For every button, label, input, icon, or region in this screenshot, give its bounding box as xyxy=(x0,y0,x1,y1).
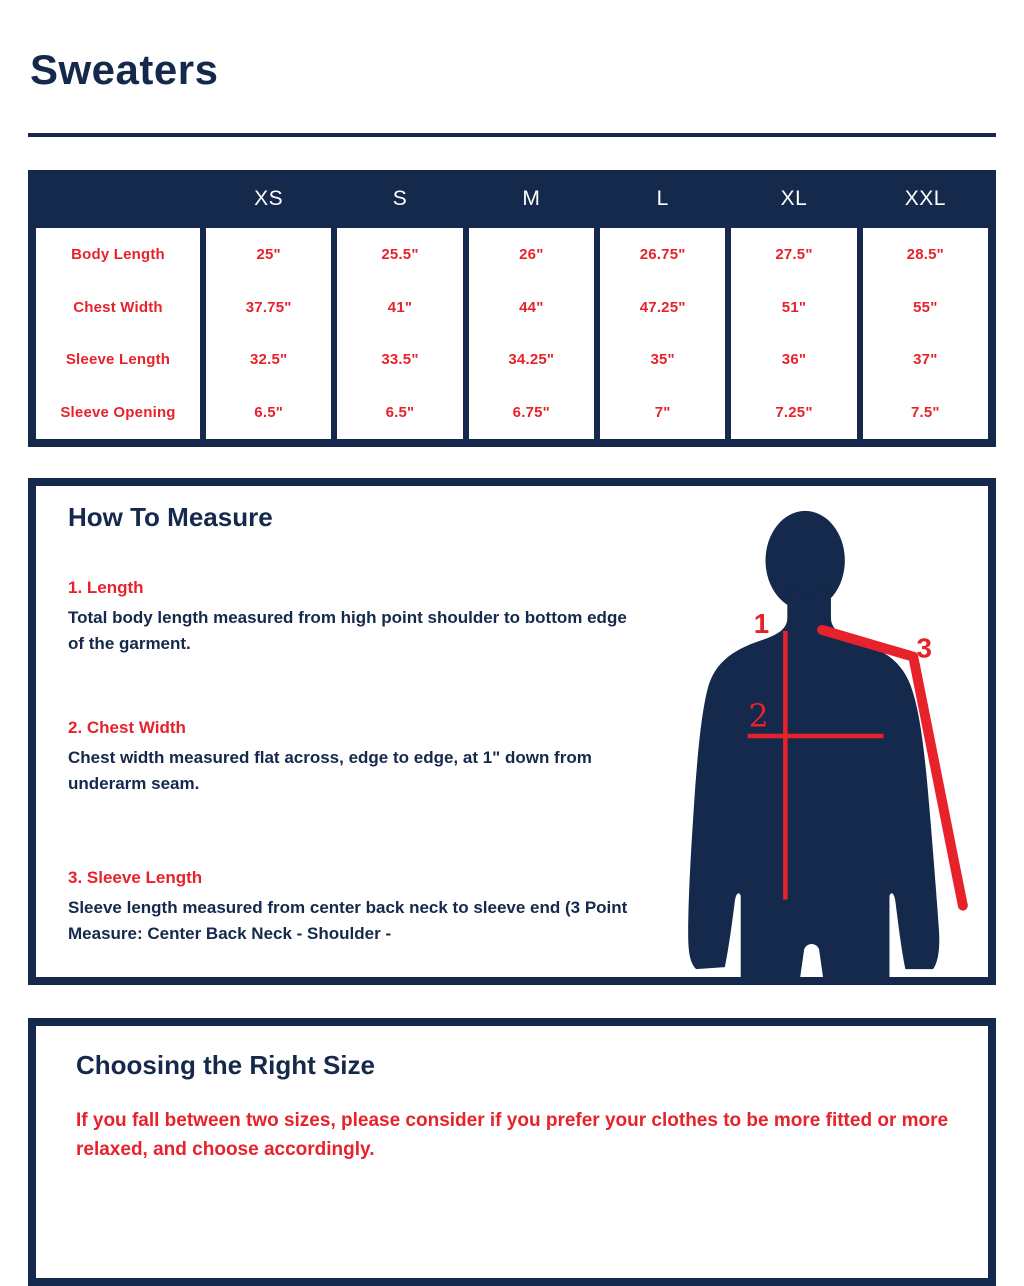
value-cell: 33.5" xyxy=(381,351,419,369)
value-cell: 6.5" xyxy=(254,404,284,422)
value-cell: 36" xyxy=(781,351,807,369)
column-header-l: L xyxy=(656,187,669,210)
column-header-xxl: XXL xyxy=(904,187,946,210)
size-column-xl xyxy=(731,228,856,439)
measure-item-sleeve-length xyxy=(68,868,643,946)
page-title: Sweaters xyxy=(30,46,219,93)
size-column-xxl xyxy=(863,228,988,439)
value-cell: 37" xyxy=(913,351,938,369)
size-chart-table xyxy=(28,170,996,447)
measure-item-text: Total body length measured from high point shoulder to bottom edge of the garment. xyxy=(68,608,627,653)
value-cell: 55" xyxy=(913,298,938,316)
value-cell: 7.25" xyxy=(775,404,813,422)
measure-item-length xyxy=(68,578,643,656)
value-cell: 6.75" xyxy=(512,404,550,422)
measure-item-chest-width xyxy=(68,718,643,796)
size-chart-body xyxy=(28,228,996,447)
row-labels-column xyxy=(36,228,200,439)
how-to-measure-section xyxy=(28,478,996,985)
title-divider xyxy=(28,133,996,137)
measure-item-title: 3. Sleeve Length xyxy=(68,868,203,887)
choosing-size-heading: Choosing the Right Size xyxy=(76,1050,375,1080)
choosing-size-section xyxy=(28,1018,996,1286)
choosing-size-text: If you fall between two sizes, please consider if you prefer your clothes to be more fitted or more relaxed, and choose accordingly. xyxy=(76,1110,949,1161)
value-cell: 34.25" xyxy=(508,351,555,369)
column-header-s: S xyxy=(392,187,408,210)
size-chart-header-row xyxy=(28,170,996,228)
column-header-xl: XL xyxy=(780,187,808,210)
figure-label-2: 2 xyxy=(748,699,769,736)
row-label-body-length: Body Length xyxy=(71,245,165,263)
value-cell: 41" xyxy=(387,298,413,316)
row-label-chest-width: Chest Width xyxy=(73,298,163,316)
measure-item-title: 1. Length xyxy=(68,578,144,597)
how-to-measure-heading: How To Measure xyxy=(68,502,273,532)
size-column-l xyxy=(600,228,725,439)
measure-item-text: Sleeve length measured from center back neck to sleeve end (3 Point Measure: Center Back Neck - Shoulder - xyxy=(68,898,628,943)
value-cell: 6.5" xyxy=(385,404,415,422)
value-cell: 32.5" xyxy=(250,351,288,369)
size-column-xs xyxy=(206,228,331,439)
value-cell: 25" xyxy=(256,245,281,263)
value-cell: 27.5" xyxy=(775,245,813,263)
value-cell: 37.75" xyxy=(245,298,292,316)
row-label-sleeve-opening: Sleeve Opening xyxy=(60,404,176,422)
measure-item-title: 2. Chest Width xyxy=(68,718,186,737)
value-cell: 7.5" xyxy=(910,404,940,422)
value-cell: 44" xyxy=(519,298,544,316)
value-cell: 35" xyxy=(650,351,675,369)
size-column-m xyxy=(469,228,594,439)
value-cell: 28.5" xyxy=(906,245,944,263)
column-header-xs: XS xyxy=(254,187,284,210)
figure-label-1: 1 xyxy=(753,607,770,639)
value-cell: 7" xyxy=(654,404,671,422)
row-label-sleeve-length: Sleeve Length xyxy=(65,351,171,369)
measure-item-text: Chest width measured flat across, edge to edge, at 1" down from underarm seam. xyxy=(68,748,592,793)
value-cell: 25.5" xyxy=(381,245,419,263)
value-cell: 47.25" xyxy=(639,298,686,316)
column-header-m: M xyxy=(522,187,541,210)
value-cell: 51" xyxy=(781,298,807,316)
figure-torso xyxy=(688,586,939,977)
size-column-s xyxy=(337,228,462,439)
value-cell: 26.75" xyxy=(639,245,686,263)
figure-label-3: 3 xyxy=(916,632,932,664)
body-silhouette-figure xyxy=(676,501,976,977)
value-cell: 26" xyxy=(519,245,544,263)
